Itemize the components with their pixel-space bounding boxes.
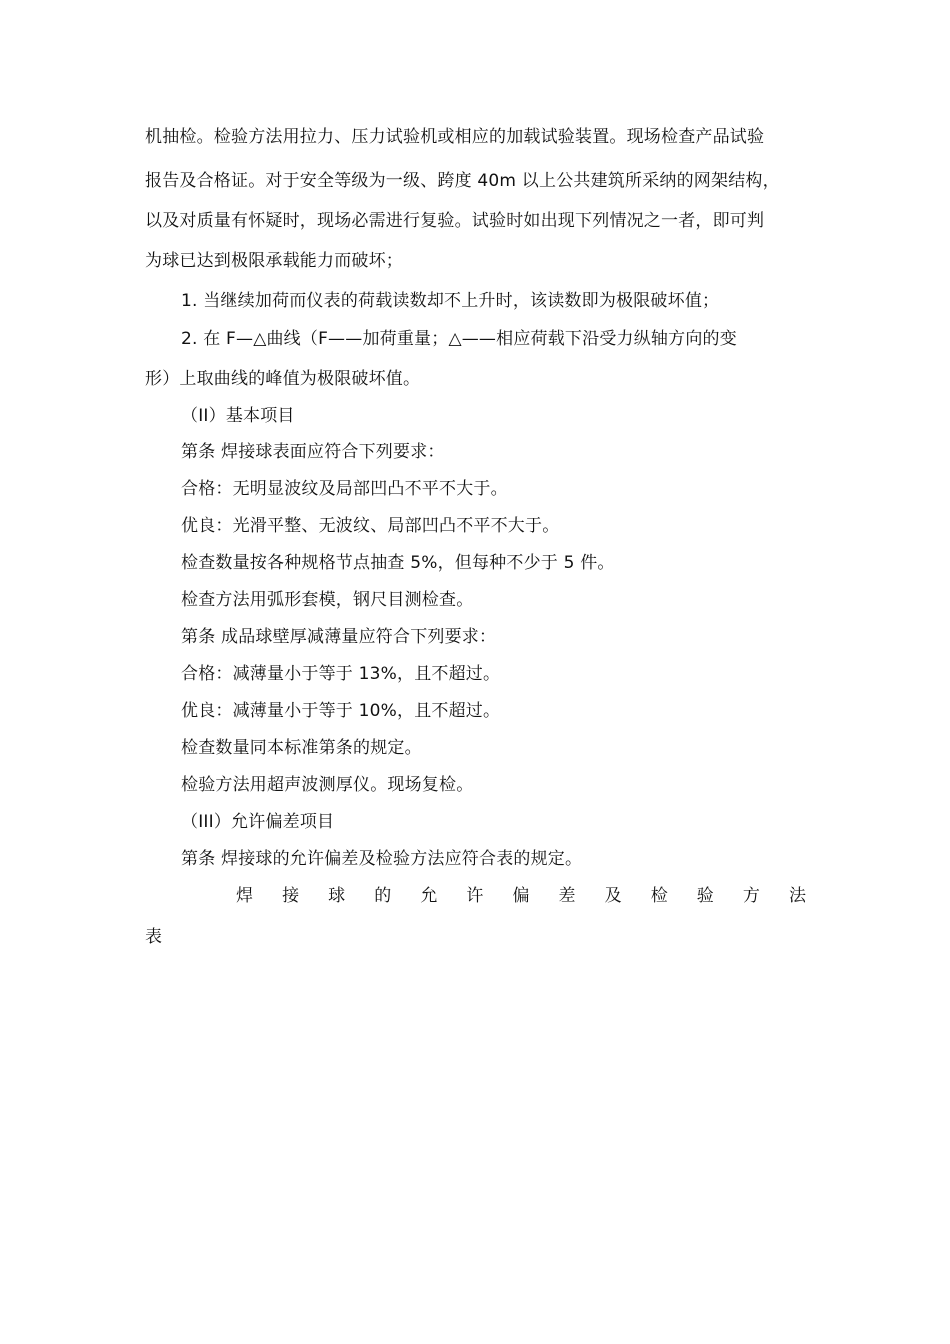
table-title	[236, 885, 806, 907]
clause-line: 第条 焊接球的允许偏差及检验方法应符合表的规定。	[181, 849, 583, 869]
table-title-char: 法	[788, 886, 806, 906]
table-title-char: 接	[282, 886, 300, 906]
table-title-char: 检	[650, 886, 668, 906]
list-item-2: 2. 在 F—△曲线（F——加荷重量；△——相应荷载下沿受力纵轴方向的变	[181, 329, 737, 349]
table-title-char: 验	[696, 886, 714, 906]
paragraph-line: 以及对质量有怀疑时，现场必需进行复验。试验时如出现下列情况之一者，即可判	[145, 211, 765, 231]
table-title-char: 许	[466, 886, 484, 906]
paragraph-line: 为球已达到极限承载能力而破坏；	[145, 251, 403, 271]
list-item-2-continued: 形）上取曲线的峰值为极限破坏值。	[145, 369, 421, 389]
clause-line: 第条 成品球壁厚减薄量应符合下列要求：	[181, 627, 497, 647]
table-title-char: 的	[374, 886, 392, 906]
table-title-end: 表	[145, 927, 163, 947]
section-heading-basic-items: （II）基本项目	[181, 406, 295, 426]
table-title-char: 方	[742, 886, 760, 906]
clause-line: 检查方法用弧形套模，钢尺目测检查。	[181, 590, 474, 610]
table-title-char: 偏	[512, 886, 530, 906]
table-title-char: 球	[328, 886, 346, 906]
table-title-char: 焊	[236, 886, 253, 906]
paragraph-line: 报告及合格证。对于安全等级为一级、跨度 40m 以上公共建筑所采纳的网架结构，	[145, 171, 780, 191]
list-item-1: 1. 当继续加荷而仪表的荷载读数却不上升时，该读数即为极限破坏值；	[181, 291, 720, 311]
clause-line: 优良：光滑平整、无波纹、局部凹凸不平不大于。	[181, 516, 560, 536]
clause-line: 第条 焊接球表面应符合下列要求：	[181, 442, 445, 462]
clause-line: 优良：减薄量小于等于 10%，且不超过。	[181, 701, 501, 721]
clause-line: 检查数量按各种规格节点抽查 5%，但每种不少于 5 件。	[181, 553, 615, 573]
clause-line: 合格：减薄量小于等于 13%，且不超过。	[181, 664, 501, 684]
table-title-char: 差	[558, 886, 576, 906]
table-title-char: 允	[420, 886, 438, 906]
clause-line: 检查数量同本标准第条的规定。	[181, 738, 422, 758]
section-heading-tolerance-items: （III）允许偏差项目	[181, 812, 335, 832]
paragraph-line: 机抽检。检验方法用拉力、压力试验机或相应的加载试验装置。现场检查产品试验	[145, 127, 765, 147]
clause-line: 合格：无明显波纹及局部凹凸不平不大于。	[181, 479, 508, 499]
table-title-char: 及	[604, 886, 622, 906]
clause-line: 检验方法用超声波测厚仪。现场复检。	[181, 775, 474, 795]
